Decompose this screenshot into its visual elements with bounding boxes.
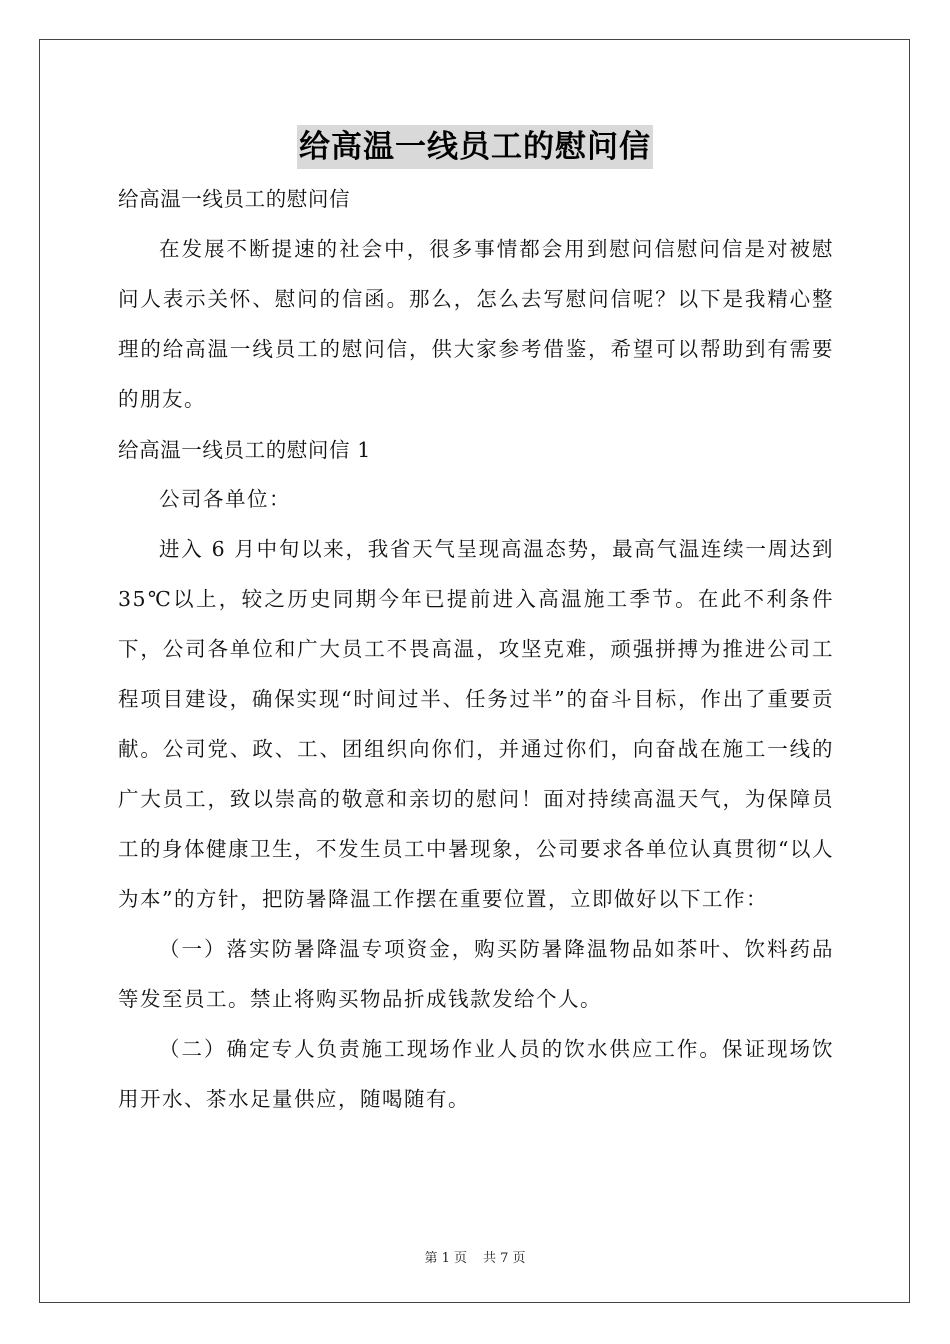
- list-item-2: （二）确定专人负责施工现场作业人员的饮水供应工作。保证现场饮用开水、茶水足量供应，随喝随有。: [118, 1037, 834, 1111]
- page-footer: [0, 1247, 950, 1266]
- body-paragraph: 进入 6 月中旬以来，我省天气呈现高温态势，最高气温连续一周达到 35℃以上，较之历史同期今年已提前进入高温施工季节。在此不利条件下，公司各单位和广大员工不畏高温，攻坚克难，顽强拼搏为推进公司工程项目建设，确保实现“时间过半、任务过半”的奋斗目标，作出了重要贡献。公司党、政、工、团组织向你们，并通过你们，向奋战在施工一线的广大员工，致以崇高的敬意和亲切的慰问！面对持续高温天气，为保障员工的身体健康卫生，不发生员工中暑现象，公司要求各单位认真贯彻“以人为本”的方针，把防暑降温工作摆在重要位置，立即做好以下工作：: [118, 537, 834, 911]
- page-total: 共 7 页: [483, 1251, 526, 1266]
- list-item-1: （一）落实防暑降温专项资金，购买防暑降温物品如茶叶、饮料药品等发至员工。禁止将购买物品折成钱款发给个人。: [118, 937, 834, 1011]
- letter-heading: 给高温一线员工的慰问信 1: [118, 438, 371, 462]
- page-number: 第 1 页: [424, 1251, 467, 1266]
- intro-paragraph: 在发展不断提速的社会中，很多事情都会用到慰问信慰问信是对被慰问人表示关怀、慰问的信函。那么，怎么去写慰问信呢？以下是我精心整理的给高温一线员工的慰问信，供大家参考借鉴，希望可以帮助到有需要的朋友。: [118, 237, 834, 411]
- document-subtitle: 给高温一线员工的慰问信: [118, 187, 351, 211]
- document-title: 给高温一线员工的慰问信: [297, 125, 653, 169]
- title-container: [0, 125, 950, 169]
- document-body: [118, 182, 834, 1124]
- salutation: 公司各单位：: [159, 487, 291, 511]
